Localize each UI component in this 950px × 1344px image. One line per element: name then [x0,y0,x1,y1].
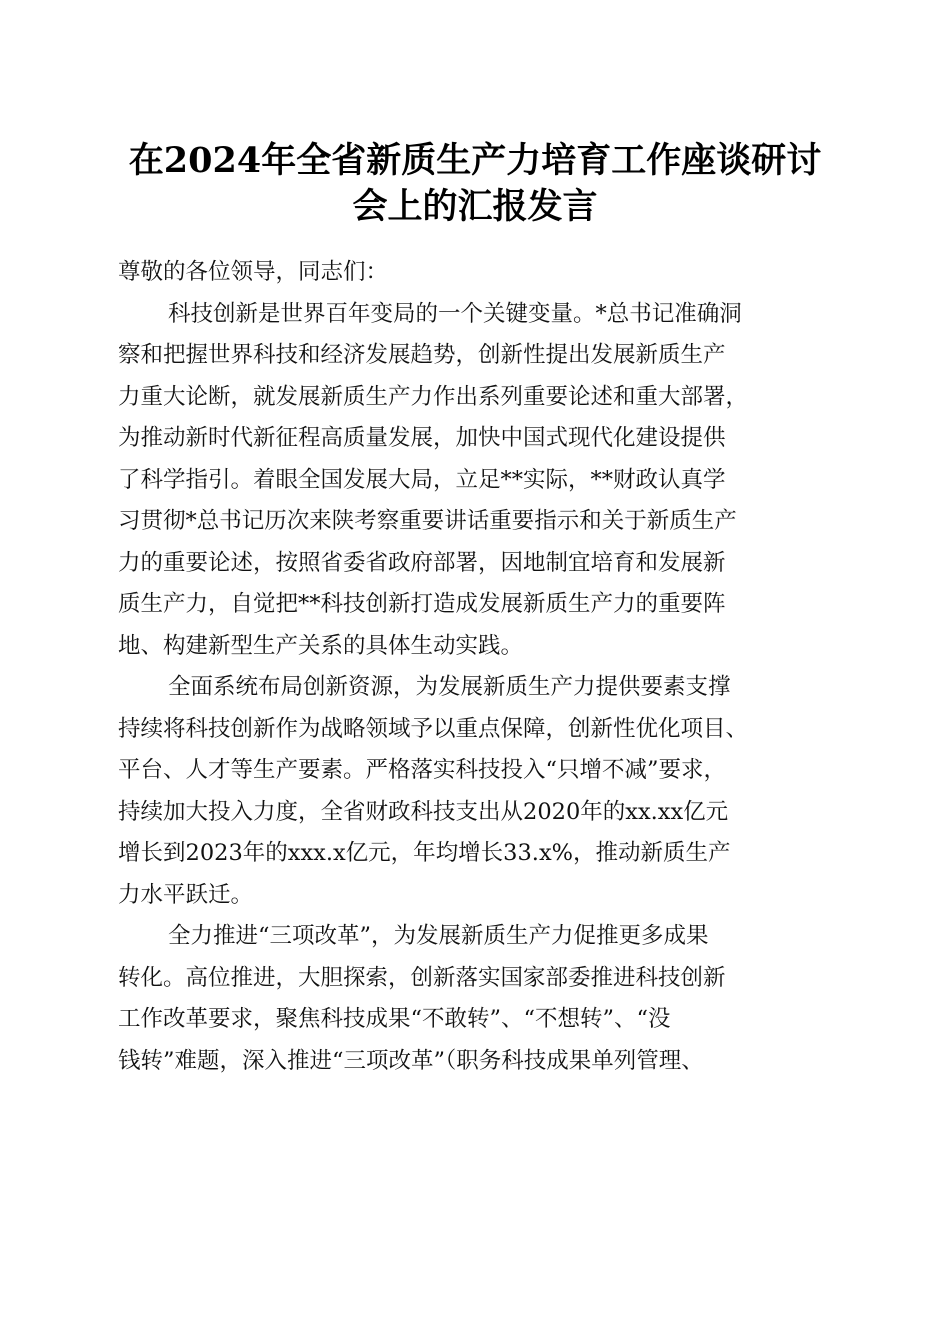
paragraph-line: 习贯彻*总书记历次来陕考察重要讲话重要指示和关于新质生产 [118,508,737,534]
paragraph-line: 增长到2023年的xxx.x亿元，年均增长33.x%，推动新质生产 [118,840,731,866]
title-line-1: 在2024年全省新质生产力培育工作座谈研讨 [128,140,822,181]
paragraph-line: 平台、人才等生产要素。严格落实科技投入“只增不减”要求， [118,757,727,783]
document-title [80,138,870,230]
paragraph-line: 力的重要论述，按照省委省政府部署，因地制宜培育和发展新 [118,549,726,576]
paragraph-line: 察和把握世界科技和经济发展趋势，创新性提出发展新质生产 [118,342,726,368]
paragraph-2 [118,667,838,916]
paragraph-line: 全面系统布局创新资源，为发展新质生产力提供要素支撑 [168,674,731,700]
paragraph-line: 为推动新时代新征程高质量发展，加快中国式现代化建设提供 [118,425,726,451]
salutation: 尊敬的各位领导，同志们： [118,259,389,285]
paragraph-line: 力重大论断，就发展新质生产力作出系列重要论述和重大部署， [118,383,749,410]
title-line-2: 会上的汇报发言 [352,186,598,227]
paragraph-line: 了科学指引。着眼全国发展大局，立足**实际，**财政认真学 [118,466,726,493]
paragraph-line: 钱转”难题，深入推进“三项改革”（职务科技成果单列管理、 [118,1047,704,1074]
paragraph-line: 持续将科技创新作为战略领域予以重点保障，创新性优化项目、 [118,715,749,742]
paragraph-line: 持续加大投入力度，全省财政科技支出从2020年的xx.xx亿元 [118,798,729,825]
paragraph-line: 力水平跃迁。 [118,881,254,908]
paragraph-line: 全力推进“三项改革”，为发展新质生产力促推更多成果 [168,923,709,949]
paragraph-line: 科技创新是世界百年变局的一个关键变量。*总书记准确洞 [168,300,742,327]
paragraph-line: 工作改革要求，聚焦科技成果“不敢转”、“不想转”、“没 [118,1006,671,1032]
document-body [118,252,838,1082]
paragraph-line: 转化。高位推进，大胆探索，创新落实国家部委推进科技创新 [118,964,726,991]
paragraph-line: 质生产力，自觉把**科技创新打造成发展新质生产力的重要阵 [118,591,726,617]
paragraph-line: 地、构建新型生产关系的具体生动实践。 [118,632,524,659]
paragraph-3 [118,916,838,1082]
paragraph-1 [118,294,838,668]
